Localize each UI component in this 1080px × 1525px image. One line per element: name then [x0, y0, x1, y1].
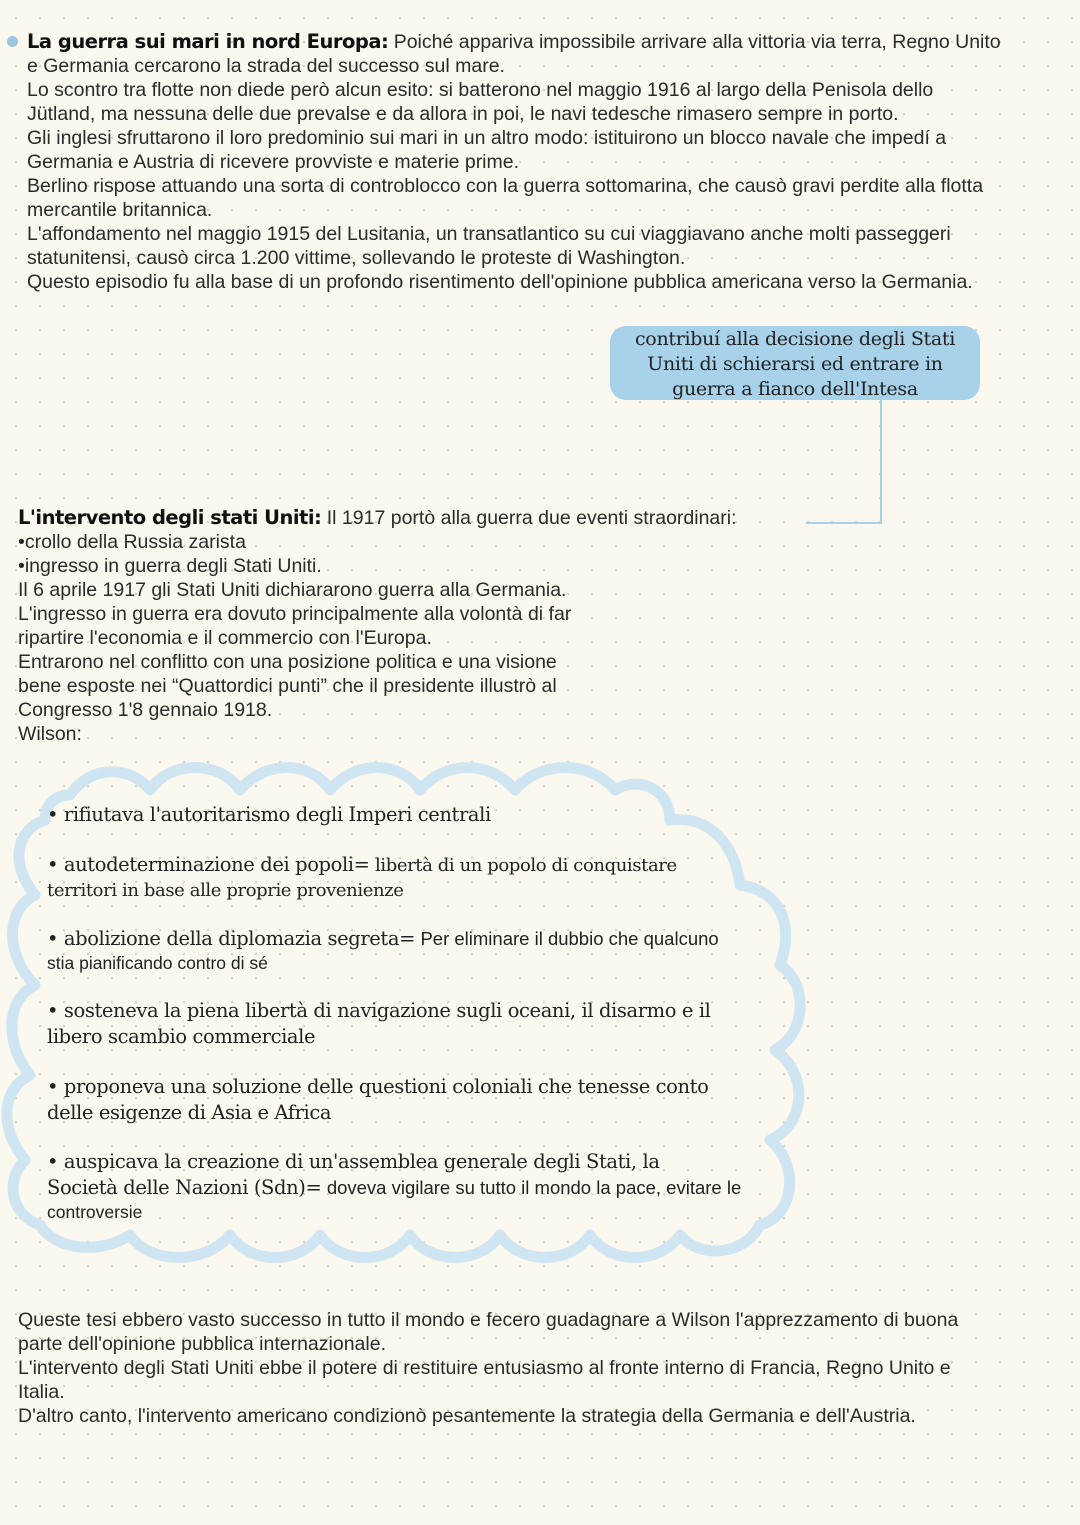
- us-line: Congresso 1'8 gennaio 1918.: [18, 699, 273, 721]
- section-us-intervention: [18, 506, 798, 746]
- us-line: Wilson:: [18, 723, 82, 745]
- conclusion-line: Italia.: [18, 1381, 65, 1403]
- conclusion-line: Queste tesi ebbero vasto successo in tutto il mondo e fecero guadagnare a Wilson l'apprezzamento di buona: [18, 1309, 959, 1331]
- naval-war-line: Gli inglesi sfruttarono il loro predominio sui mari in un altro modo: istituirono un blocco navale che impedí a: [27, 127, 947, 149]
- wilson-point-5: • proponeva una soluzione delle questioni coloniali che tenesse conto delle esigenze di Asia e Africa: [47, 1075, 709, 1124]
- naval-war-line: Berlino rispose attuando una sorta di controblocco con la guerra sottomarina, che causò gravi perdite alla flotta: [27, 175, 984, 197]
- us-line-1: L'intervento degli stati Uniti: Il 1917 portò alla guerra due eventi straordinari:: [18, 506, 737, 529]
- us-line: bene esposte nei “Quattordici punti” che il presidente illustrò al: [18, 675, 557, 697]
- circle-bullet-icon: [7, 36, 18, 47]
- naval-war-line-1: La guerra sui mari in nord Europa: Poiché appariva impossibile arrivare alla vittoria via terra, Regno Unito: [27, 30, 1001, 53]
- us-line: •crollo della Russia zarista: [18, 531, 246, 553]
- conclusion-line: D'altro canto, l'intervento americano condizionò pesantemente la strategia della Germania e dell'Austria.: [18, 1405, 916, 1427]
- us-line: •ingresso in guerra degli Stati Uniti.: [18, 555, 322, 577]
- naval-war-heading: La guerra sui mari in nord Europa:: [27, 30, 389, 53]
- naval-war-line: Jütland, ma nessuna delle due prevalse e da allora in poi, le navi tedesche rimasero sempre in porto.: [27, 103, 899, 125]
- us-line: Il 6 aprile 1917 gli Stati Uniti dichiararono guerra alla Germania.: [18, 579, 567, 601]
- wilson-point-6: • auspicava la creazione di un'assemblea generale degli Stati, la Società delle Nazioni (Sdn)= doveva vigilare su tutto il mondo la pace, evitare le controversie: [47, 1150, 742, 1222]
- naval-war-line: statunitensi, causò circa 1.200 vittime, sollevando le proteste di Washington.: [27, 247, 686, 269]
- us-entry-callout: contribuí alla decisione degli Stati Uniti di schierarsi ed entrare in guerra a fianco dell'Intesa: [610, 326, 980, 400]
- naval-war-line: e Germania cercarono la strada del successo sul mare.: [27, 55, 505, 77]
- us-line: Entrarono nel conflitto con una posizione politica e una visione: [18, 651, 557, 673]
- us-line: L'ingresso in guerra era dovuto principalmente alla volontà di far: [18, 603, 572, 625]
- wilson-point-4: • sosteneva la piena libertà di navigazione sugli oceani, il disarmo e il libero scambio commerciale: [47, 999, 711, 1048]
- section-naval-war: [27, 30, 1072, 294]
- us-intervention-heading: L'intervento degli stati Uniti:: [18, 506, 322, 529]
- wilson-point-1: • rifiutava l'autoritarismo degli Imperi centrali: [47, 803, 491, 826]
- conclusion-line: L'intervento degli Stati Uniti ebbe il potere di restituire entusiasmo al fronte interno di Francia, Regno Unito e: [18, 1357, 951, 1379]
- naval-war-line: L'affondamento nel maggio 1915 del Lusitania, un transatlantico su cui viaggiavano anche molti passeggeri: [27, 223, 951, 245]
- naval-war-line: Germania e Austria di ricevere provviste e materie prime.: [27, 151, 520, 173]
- naval-war-line: Questo episodio fu alla base di un profondo risentimento dell'opinione pubblica americana verso la Germania.: [27, 271, 973, 293]
- section-conclusion: [18, 1308, 1068, 1428]
- wilson-point-2: • autodeterminazione dei popoli= libertà di un popolo di conquistare territori in base alle proprie provenienze: [47, 853, 677, 901]
- naval-war-line: mercantile britannica.: [27, 199, 213, 221]
- conclusion-line: parte dell'opinione pubblica internazionale.: [18, 1333, 386, 1355]
- us-line: ripartire l'economia e il commercio con l'Europa.: [18, 627, 432, 649]
- naval-war-line: Lo scontro tra flotte non diede però alcun esito: si batterono nel maggio 1916 al largo della Penisola dello: [27, 79, 934, 101]
- wilson-point-3: • abolizione della diplomazia segreta= Per eliminare il dubbio che qualcuno stia pianificando contro di sé: [47, 927, 719, 973]
